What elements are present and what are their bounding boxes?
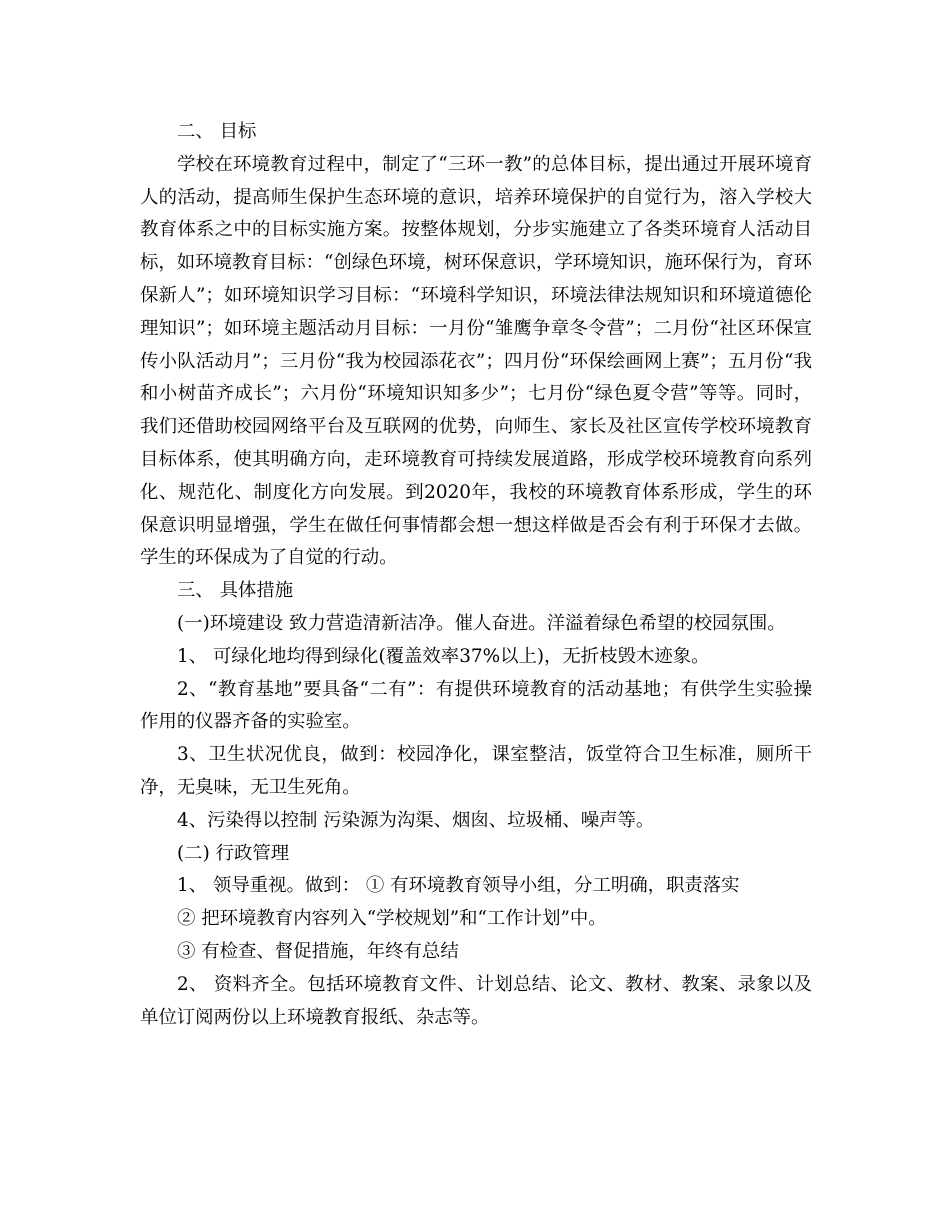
- list-item-pollution: 4、污染得以控制 污染源为沟渠、烟囱、垃圾桶、噪声等。: [177, 809, 655, 831]
- section-heading-goals: 二、 目标: [177, 121, 257, 142]
- section-heading-measures: 三、 具体措施: [177, 580, 294, 602]
- list-item-inspection: ③ 有检查、督促措施，年终有总结: [177, 940, 459, 962]
- list-item-greening: 1、 可绿化地均得到绿化(覆盖效率37%以上)，无折枝毁木迹象。: [177, 645, 710, 667]
- list-item-hygiene: 3、卫生状况优良，做到：校园净化，课室整洁，饭堂符合卫生标准，厕所干净，无臭味，无卫生死角。: [140, 744, 812, 798]
- list-item-leadership: 1、 领导重视。做到： ① 有环境教育领导小组，分工明确，职责落实: [177, 875, 740, 897]
- list-item-materials: 2、 资料齐全。包括环境教育文件、计划总结、论文、教材、教案、录象以及单位订阅两份以上环境教育报纸、杂志等。: [140, 973, 812, 1028]
- subsection-heading-administration: (二) 行政管理: [177, 842, 290, 864]
- goals-paragraph: 学校在环境教育过程中，制定了“三环一教”的总体目标，提出通过开展环境育人的活动，提高师生保护生态环境的意识，培养环境保护的自觉行为，溶入学校大教育体系之中的目标实施方案。按整体规划，分步实施建立了各类环境育人活动目标，如环境教育目标：“创绿色环境，树环保意识，学环境知识，施环保行为，育环保新人”；如环境知识学习目标：“环境科学知识，环境法律法规知识和环境道德伦理知识”；如环境主题活动月目标：一月份“雏鹰争章冬令营”；二月份“社区环保宣传小队活动月”；三月份“我为校园添花衣”；四月份“环保绘画网上赛”；五月份“我和小树苗齐成长”；六月份“环境知识知多少”；七月份“绿色夏令营”等等。同时，我们还借助校园网络平台及互联网的优势，向师生、家长及社区宣传学校环境教育目标体系，使其明确方向，走环境教育可持续发展道路，形成学校环境教育向系列化、规范化、制度化方向发展。到2020年，我校的环境教育体系形成，学生的环保意识明显增强，学生在做任何事情都会想一想这样做是否会有利于环保才去做。学生的环保成为了自觉的行动。: [140, 153, 812, 569]
- document-body: [140, 116, 812, 1034]
- list-item-planning: ② 把环境教育内容列入“学校规划”和“工作计划”中。: [177, 908, 607, 930]
- subsection-heading-environment: (一)环境建设 致力营造清新洁净。催人奋进。洋溢着绿色希望的校园氛围。: [177, 612, 786, 634]
- list-item-education-base: 2、“教育基地”要具备“二有”：有提供环境教育的活动基地；有供学生实验操作用的仪器齐备的实验室。: [140, 678, 812, 733]
